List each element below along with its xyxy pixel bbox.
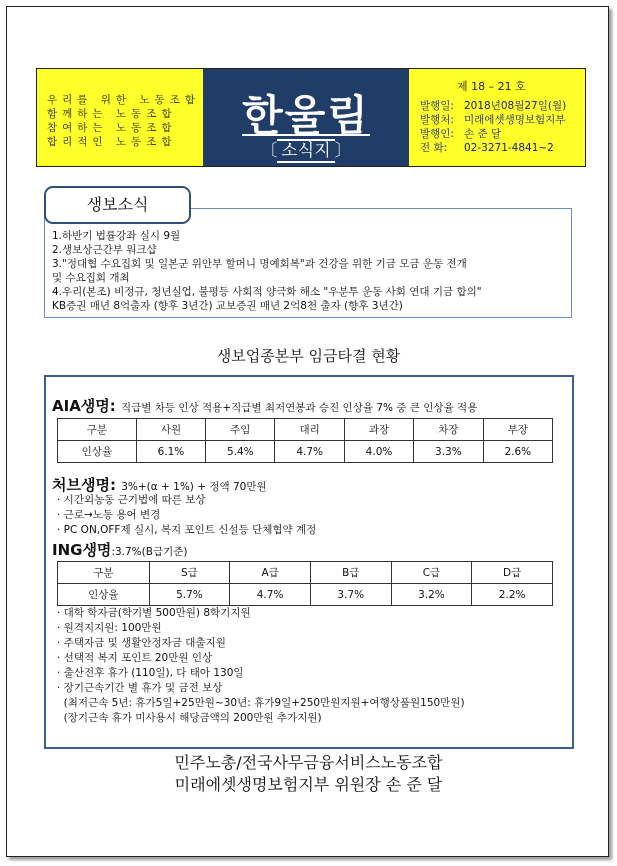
news-item: 1.하반기 법률강좌 실시 9월 (52, 230, 181, 242)
chubb-bullet: · 시간외농동 근기법에 따른 보상 (57, 494, 206, 506)
slogan-line: 참여하는 노동조합 (47, 122, 177, 134)
issue-number: 제 18 – 21 호 (457, 80, 526, 93)
section-heading: 생보업종본부 임금타결 현황 (216, 347, 401, 365)
masthead (36, 68, 586, 167)
table-cell: 3.2% (391, 584, 472, 606)
news-item: 3."정대협 수요집회 및 일본군 위안부 할머니 명예회복"과 건강을 위한 기금 모금 운동 전개 (52, 258, 467, 270)
ing-bullet: · 원격지지원: 100만원 (57, 622, 162, 634)
table-cell: 3.3% (414, 441, 483, 463)
table-row (58, 441, 553, 463)
table-cell: 대리 (275, 419, 344, 441)
news-item: 2.생보상근간부 워크샵 (52, 244, 157, 256)
table-cell: 4.7% (275, 441, 344, 463)
title-panel (203, 69, 409, 166)
aia-table (57, 418, 553, 463)
table-cell: 5.7% (149, 584, 230, 606)
table-cell: 6.1% (136, 441, 205, 463)
table-cell: 차장 (414, 419, 483, 441)
chubb-title: 처브생명: 3%+(α + 1%) + 정액 70만원 (52, 476, 267, 494)
footer-union: 민주노총/전국사무금융서비스노동조합 (174, 753, 443, 772)
slogan-line: 함께하는 노동조합 (47, 108, 177, 120)
chubb-bullet: · PC ON,OFF제 실시, 복지 포인트 신설등 단체협약 계정 (57, 524, 317, 536)
table-cell: 과장 (344, 419, 413, 441)
news-item: 4.우리(본조) 비정규, 청년실업, 불평등 사회적 양극화 해소 "우분투 운동 사회 연대 기금 합의" (52, 286, 482, 298)
news-item: KB증권 매년 8억출자 (향후 3년간) 교보증권 매년 2억8천 출자 (향후 3년간) (52, 300, 403, 312)
slogan-line: 우리를 위한 노동조합 (47, 94, 200, 106)
ing-title: ING생명:3.7%(B급기준) (52, 541, 188, 559)
table-row (58, 584, 553, 606)
table-cell: 구분 (58, 562, 150, 584)
table-cell: S급 (149, 562, 230, 584)
ing-bullet: · 장기근속기간 별 휴가 및 금전 보상 (57, 682, 223, 694)
chubb-bullet: · 근로→노동 용어 변경 (57, 509, 161, 521)
newsletter-title: 한울림 (242, 91, 370, 140)
ing-bullet: · 출산전후 휴가 (110일), 다 태아 130일 (57, 667, 244, 679)
table-cell: 사원 (136, 419, 205, 441)
news-item: 및 수요집회 개최 (52, 272, 130, 284)
table-cell: 4.0% (344, 441, 413, 463)
table-cell: B급 (310, 562, 391, 584)
table-cell: 5.4% (206, 441, 275, 463)
table-cell: 인상율 (58, 584, 150, 606)
table-cell: 4.7% (230, 584, 311, 606)
table-cell: 2.2% (472, 584, 553, 606)
newsletter-subtitle: 〔 소식지 〕 (260, 141, 352, 161)
table-cell: A급 (230, 562, 311, 584)
table-cell: 구분 (58, 419, 137, 441)
table-cell: 인상율 (58, 441, 137, 463)
table-cell: C급 (391, 562, 472, 584)
table-cell: 3.7% (310, 584, 391, 606)
news-tab: 생보소식 (44, 186, 191, 224)
info-row: 전 화: 02-3271-4841~2 (420, 142, 554, 154)
table-cell: D급 (472, 562, 553, 584)
table-cell: 부장 (483, 419, 552, 441)
ing-bullet: · 선택적 복지 포인트 20만원 인상 (57, 652, 213, 664)
info-row: 발행처: 미래에셋생명보험지부 (420, 114, 566, 126)
ing-bullet: (최저근속 5년: 휴가5일+25만원~30년: 휴가9일+250만원지원+여행상품원150만원) (57, 697, 465, 709)
table-header-row (58, 419, 553, 441)
ing-table (57, 561, 553, 606)
table-cell: 2.6% (483, 441, 552, 463)
ing-bullet: · 대학 학자금(학기별 500만원) 8학기지원 (57, 607, 251, 619)
publication-info (409, 69, 585, 166)
aia-title: AIA생명: 직급별 차등 인상 적용+직급별 최저연봉과 승진 인상율 7% 중 큰 인상율 적용 (52, 397, 478, 415)
info-row: 발행일: 2018년08월27일(월) (420, 100, 567, 112)
slogan-panel (37, 69, 203, 166)
info-row: 발행인: 손 준 달 (420, 128, 502, 140)
table-cell: 주임 (206, 419, 275, 441)
ing-bullet: · 주택자금 및 생활안정자금 대출지원 (57, 637, 226, 649)
footer-signature: 미래에셋생명보험지부 위원장 손 준 달 (174, 775, 443, 794)
ing-bullet: (장기근속 휴가 미사용시 해당금액의 200만원 추가지원) (57, 712, 322, 724)
slogan-line: 합리적인 노동조합 (47, 136, 177, 148)
table-header-row (58, 562, 553, 584)
